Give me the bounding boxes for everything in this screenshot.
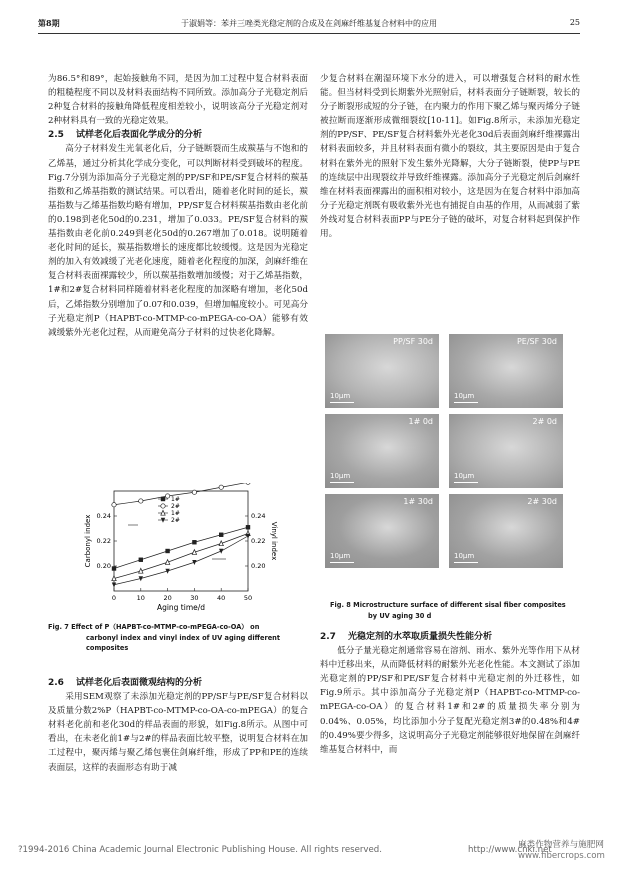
issue-number: 第8期 <box>38 18 60 28</box>
data-point <box>112 583 116 588</box>
figure-7-caption: Fig. 7 Effect of P（HAPBT-co-MTMP-co-mPEGA-co-OA） on carbonyl index and vinyl index of UV aging different composites <box>48 623 281 652</box>
sem-panel: PP/SF 30d 10μm <box>325 334 439 408</box>
y-right-axis-label: Vinyl index <box>270 521 278 561</box>
data-point <box>139 499 143 503</box>
data-point <box>161 504 165 508</box>
y-right-tick-label: 0.24 <box>251 512 266 520</box>
series-line <box>114 527 248 568</box>
sem-panel: 2# 30d 10μm <box>449 494 563 568</box>
paragraph: 高分子材料发生光氧老化后，分子链断裂而生成羰基与不饱和的乙烯基，通过分析其化学成分变化，可以判断材料受到破坏的程度。Fig.7分别为添加高分子光稳定剂的PP/SF和PE/SF复合材料的羰基指数和乙烯基指数的测试结果。可以看出，随着老化时间的延长，羰基指数与乙烯基指数均略有增加，PP/SF复合材料羰基指数由老化前的0.198到老化50d的0.231，增加了0.033。PE/SF复合材料的羰基指数由老化前0.249到老化50d的0.267增加了0.018。说明随着老化时间的延长，羰基指数增长的速度都比较缓慢。这是因为光稳定剂的加入有效减缓了光老化速度，随着老化程度的加深，剑麻纤维在复合材料表面裸露较少，所以羰基指数增加缓慢；对于乙烯基指数，1#和2#复合材料同样随着材料老化程度的加深略有增加，老化50d后，乙烯指数分别增加了0.07和0.039，但增加幅度较小。可见高分子光稳定剂P（HAPBT-co-MTMP-co-mPEGA-co-OA）能够有效减缓紫外光老化过程，从而避免高分子材料的过快老化降解。 <box>48 144 308 338</box>
running-header <box>38 18 580 32</box>
x-tick-label: 0 <box>111 594 117 602</box>
data-point <box>246 534 250 539</box>
figure-7-chart <box>80 483 280 613</box>
series-line <box>114 483 248 505</box>
sem-panel: PE/SF 30d 10μm <box>449 334 563 408</box>
paragraph: 采用SEM观察了未添加光稳定剂的PP/SF与PE/SF复合材料以及质量分数2%P（HAPBT-co-MTMP-co-OA-co-mPEGA）的复合材料老化前和老化30d的样品表面的形貌，如Fig.8所示。从图中可看出，在未老化前1#与2#的样品表面比较平整，说明复合材料在加工过程中，聚丙烯与聚乙烯包裹住剑麻纤维，形成了PP和PE的连续表面层，这样的表面形态有助于减 <box>48 692 308 773</box>
paragraph: 低分子量光稳定剂通常容易在溶剂、雨水、紫外光等作用下从材料中迁移出来，从而降低材料的耐紫外光老化性能。本文测试了添加光稳定剂的PP/SF和PE/SF复合材料中光稳定剂的外迁移性，如Fig.9所示。其中添加高分子光稳定剂P（HAPBT-co-MTMP-co-mPEGA-co-OA）的复合材料1#和2#的质量损失率分别为0.04%、0.05%，均比添加小分子复配光稳定剂3#的0.48%和4#的0.49%要少得多，这说明高分子光稳定剂能够很好地保留在剑麻纤维基复合材料中，而 <box>320 646 580 755</box>
data-point <box>165 549 169 553</box>
y-left-axis-label: Carbonyl index <box>84 514 92 568</box>
data-point <box>139 558 143 562</box>
data-point <box>192 490 196 494</box>
section-heading-2-6: 2.6 试样老化后表面微观结构的分析 <box>48 678 202 688</box>
header-rule <box>38 33 580 34</box>
right-column <box>320 72 580 241</box>
left-column-lower <box>48 676 308 775</box>
legend-label: 1# <box>171 496 180 503</box>
x-tick-label: 40 <box>217 594 226 602</box>
page-footer <box>0 838 618 868</box>
data-point <box>246 525 250 529</box>
legend-label: 1# <box>171 510 180 517</box>
figure-8-caption: Fig. 8 Microstructure surface of different sisal fiber composites by UV aging 30 d <box>330 601 566 620</box>
left-column <box>48 72 308 340</box>
y-right-tick-label: 0.20 <box>251 562 266 570</box>
footer-url: http://www.cnki.net <box>468 845 552 855</box>
data-point <box>219 549 223 554</box>
data-point <box>112 503 116 507</box>
watermark-url: www.fibercrops.com <box>518 851 605 861</box>
sem-panel: 2# 0d 10μm <box>449 414 563 488</box>
paragraph: 为86.5°和89°，起始接触角不同，是因为加工过程中复合材料表面的粗糙程度不同以及材料表面结构不同所致。添加高分子光稳定剂后2种复合材料的接触角降低程度相差较小，说明该高分子光稳定剂对2种材料具有一致的光稳定效果。 <box>48 74 308 127</box>
y-left-tick-label: 0.22 <box>96 537 111 545</box>
copyright-notice: ?1994-2016 China Academic Journal Electronic Publishing House. All rights reserved. <box>18 845 382 855</box>
x-tick-label: 50 <box>243 594 253 602</box>
x-tick-label: 10 <box>136 594 145 602</box>
legend-label: 2# <box>171 517 180 524</box>
data-point <box>165 494 169 498</box>
watermark-site-name: 麻类作物营养与施肥网 <box>518 840 604 850</box>
data-point <box>219 485 223 489</box>
x-tick-label: 20 <box>163 594 172 602</box>
legend-label: 2# <box>171 503 180 510</box>
series-line <box>114 534 248 579</box>
y-left-tick-label: 0.24 <box>96 512 111 520</box>
paragraph: 少复合材料在潮湿环境下水分的进入，可以增强复合材料的耐水性能。但当材料受到长期紫外光照射后，材料表面分子链断裂，较长的分子断裂形成短的分子链，在内聚力的作用下聚乙烯与聚丙烯分子链被拉断而逐渐形成微细裂纹[10-11]。如Fig.8所示，未添加光稳定剂的PP/SF、PE/SF复合材料紫外光老化30d后表面剑麻纤维裸露出材料表面较多，并且材料表面有微小的裂纹，其主要原因是由于复合材料在紫外光的照射下发生紫外光降解，大分子链断裂，使PP与PE的连续层中出现裂纹并导致纤维裸露。添加高分子光稳定剂后剑麻纤维在材料表面裸露出的面积相对较小，这是因为在复合材料中添加高分子光稳定剂既有吸收紫外光也有捕捉自由基的作用，从而减弱了紫外线对复合材料表面PP与PE分子链的破坏，对复合材料起到保护作用。 <box>320 74 580 240</box>
section-heading-2-5: 2.5 试样老化后表面化学成分的分析 <box>48 130 202 141</box>
sem-panel: 1# 0d 10μm <box>325 414 439 488</box>
data-point <box>161 497 165 501</box>
page-number: 25 <box>569 18 580 27</box>
sem-panel: 1# 30d 10μm <box>325 494 439 568</box>
data-point <box>112 566 116 570</box>
data-point <box>219 533 223 537</box>
section-heading-2-7: 2.7 光稳定剂的水萃取质量损失性能分析 <box>320 632 492 642</box>
x-tick-label: 30 <box>190 594 199 602</box>
data-point <box>246 483 250 484</box>
running-title: 于淑娟等：苯并三唑类光稳定剂的合成及在剑麻纤维基复合材料中的应用 <box>181 19 437 28</box>
y-right-tick-label: 0.22 <box>251 537 266 545</box>
y-left-tick-label: 0.20 <box>96 562 111 570</box>
x-axis-label: Aging time/d <box>156 603 206 612</box>
data-point <box>192 540 196 544</box>
series-line <box>114 536 248 585</box>
right-column-lower <box>320 630 580 757</box>
